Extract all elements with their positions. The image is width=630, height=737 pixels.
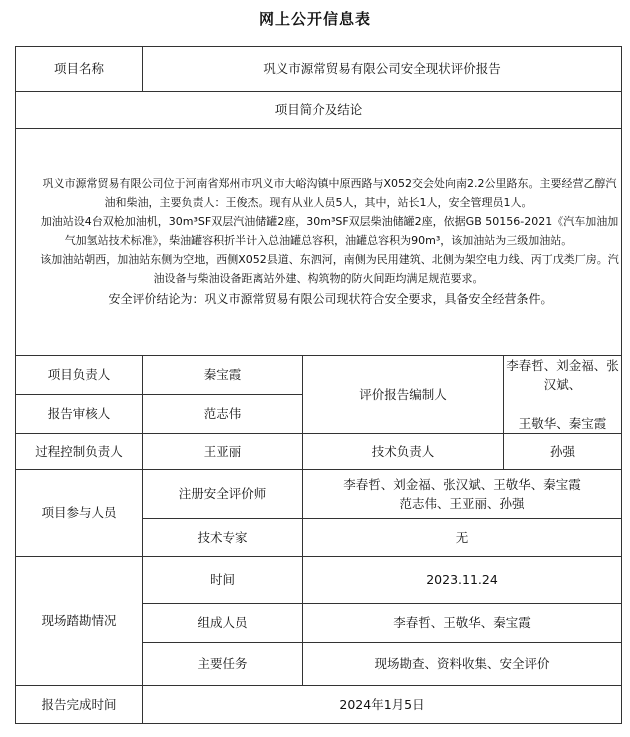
intro-paragraph-1: 巩义市源常贸易有限公司位于河南省郑州市巩义市大峪沟镇中原西路与X052交会处向南2.2公里路东。主要经营乙醇汽油和柴油，主要负责人：王俊杰。现有从业人员5人，其中，站长1人，安全管理员1人。 <box>42 177 617 209</box>
assessors-value <box>303 470 622 519</box>
summary-row <box>16 129 622 356</box>
page-title: 网上公开信息表 <box>258 10 371 28</box>
intro-paragraph-2: 加油站设4台双枪加油机，30m³SF双层汽油储罐2座，30m³SF双层柴油储罐2座，依据GB 50156-2021《汽车加油加气加氢站技术标准》，柴油罐容积折半计入总油罐总容积，油罐总容积为90m³，该加油站为三级加油站。 <box>40 215 619 247</box>
project-name-label: 项目名称 <box>16 47 143 92</box>
completion-row <box>16 686 622 724</box>
reviewer-value: 范志伟 <box>143 395 303 434</box>
completion-label: 报告完成时间 <box>16 686 143 724</box>
survey-time-value: 2023.11.24 <box>303 557 622 604</box>
info-table <box>15 46 622 724</box>
completion-date: 2024年1月5日 <box>143 686 622 724</box>
tech-lead-value: 孙强 <box>504 434 622 470</box>
editors-value <box>504 356 622 434</box>
assessors-line-2: 范志伟、王亚丽、孙强 <box>399 496 525 511</box>
project-leader-row <box>16 356 622 395</box>
editors-line-2: 王敬华、秦宝霞 <box>518 416 607 431</box>
survey-members-label: 组成人员 <box>143 604 303 643</box>
site-survey-label: 现场踏勘情况 <box>16 557 143 686</box>
intro-header: 项目简介及结论 <box>16 92 622 129</box>
process-control-row <box>16 434 622 470</box>
intro-header-row <box>16 92 622 129</box>
editors-line-1: 李春哲、刘金福、张汉斌、 <box>506 358 619 392</box>
tech-lead-label: 技术负责人 <box>303 434 504 470</box>
expert-value: 无 <box>303 519 622 557</box>
process-control-label: 过程控制负责人 <box>16 434 143 470</box>
survey-time-label: 时间 <box>143 557 303 604</box>
project-leader-label: 项目负责人 <box>16 356 143 395</box>
intro-paragraph-3: 该加油站朝西，加油站东侧为空地，西侧X052县道、东泗河，南侧为民用建筑、北侧为架空电力线、丙丁戊类厂房。汽油设备与柴油设备距离站外建、构筑物的防火间距均满足规范要求。 <box>40 253 619 285</box>
survey-tasks-label: 主要任务 <box>143 643 303 686</box>
reviewer-label: 报告审核人 <box>16 395 143 434</box>
assessor-row <box>16 470 622 519</box>
project-name-row <box>16 47 622 92</box>
summary-cell <box>16 129 622 356</box>
survey-time-row <box>16 557 622 604</box>
survey-members-value: 李春哲、王敬华、秦宝霞 <box>303 604 622 643</box>
assessor-label: 注册安全评价师 <box>143 470 303 519</box>
project-leader-value: 秦宝霞 <box>143 356 303 395</box>
survey-tasks-value: 现场勘查、资料收集、安全评价 <box>303 643 622 686</box>
expert-label: 技术专家 <box>143 519 303 557</box>
participants-label: 项目参与人员 <box>16 470 143 557</box>
process-control-value: 王亚丽 <box>143 434 303 470</box>
assessors-line-1: 李春哲、刘金福、张汉斌、王敬华、秦宝霞 <box>343 477 581 492</box>
editors-label: 评价报告编制人 <box>303 356 504 434</box>
conclusion-text: 安全评价结论为：巩义市源常贸易有限公司现状符合安全要求，具备安全经营条件。 <box>108 292 553 306</box>
project-name-value: 巩义市源常贸易有限公司安全现状评价报告 <box>143 47 622 92</box>
